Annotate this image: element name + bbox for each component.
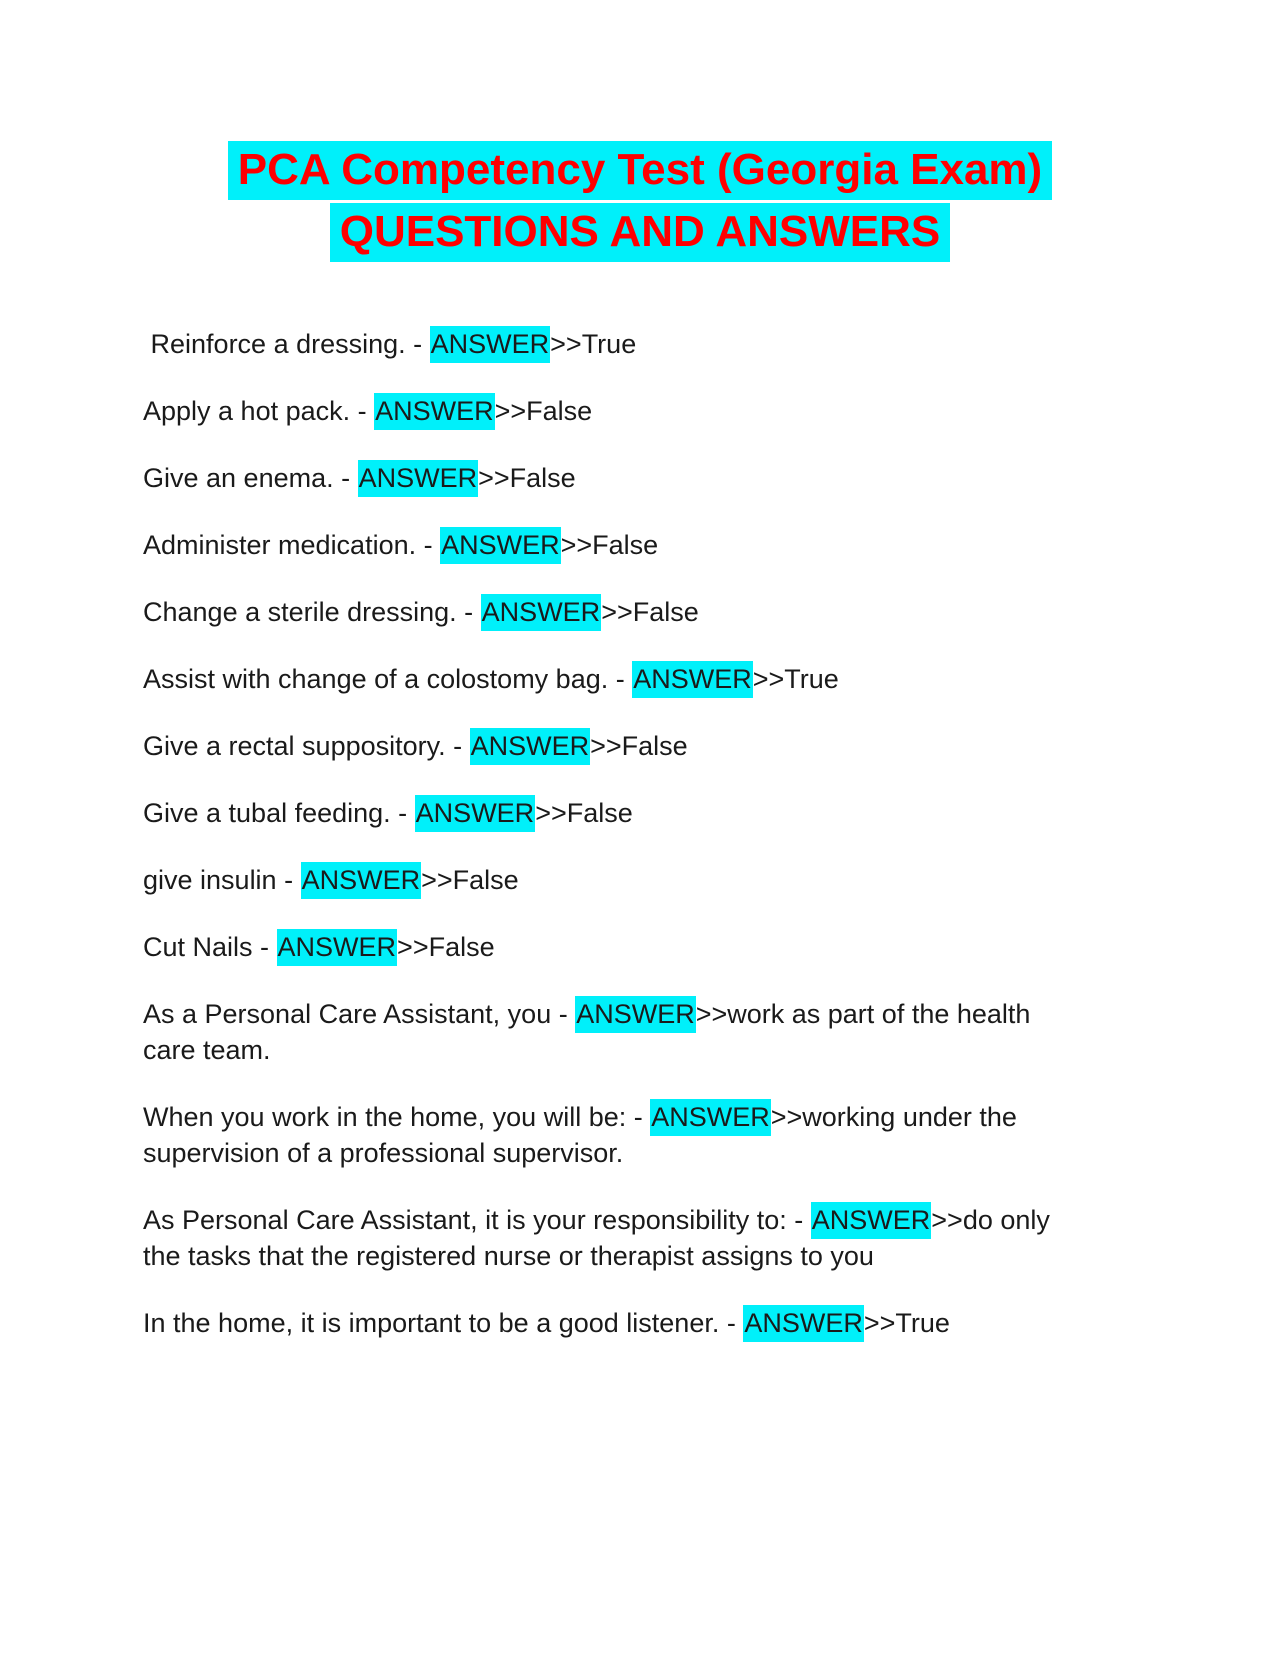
qa-item-6	[143, 661, 1083, 697]
answer-text: >>working under the supervision of a professional supervisor.	[143, 1102, 1025, 1168]
question-text: When you work in the home, you will be: -	[143, 1102, 651, 1132]
title-row-1	[0, 141, 1280, 200]
answer-highlight: ANSWER	[440, 527, 561, 564]
answer-highlight: ANSWER	[301, 862, 422, 899]
title-line-1: PCA Competency Test (Georgia Exam)	[228, 141, 1052, 200]
qa-item-7	[143, 728, 1083, 764]
question-text: Apply a hot pack. -	[143, 396, 375, 426]
question-text: Give a tubal feeding. -	[143, 798, 415, 828]
page-title	[0, 141, 1280, 262]
answer-text: >>True	[550, 329, 637, 359]
question-text: Reinforce a dressing. -	[143, 329, 430, 359]
answer-highlight: ANSWER	[481, 594, 602, 631]
answer-text: >>False	[560, 530, 659, 560]
qa-item-3	[143, 460, 1083, 496]
question-text: Give an enema. -	[143, 463, 358, 493]
answer-text: >>False	[478, 463, 576, 493]
answer-highlight: ANSWER	[415, 795, 536, 832]
answer-highlight: ANSWER	[575, 996, 696, 1033]
answer-highlight: ANSWER	[743, 1305, 864, 1342]
answer-highlight: ANSWER	[277, 929, 398, 966]
qa-item-1	[143, 326, 1083, 362]
answer-highlight: ANSWER	[430, 326, 551, 363]
answer-highlight: ANSWER	[632, 661, 753, 698]
qa-item-10	[143, 929, 1083, 965]
question-text: Administer medication. -	[143, 530, 441, 560]
answer-text: >>False	[601, 597, 699, 627]
answer-text: >>False	[535, 798, 633, 828]
answer-text: >>True	[863, 1308, 950, 1338]
question-text: As Personal Care Assistant, it is your responsibility to: -	[143, 1205, 811, 1235]
question-text: Give a rectal suppository. -	[143, 731, 470, 761]
qa-item-9	[143, 862, 1083, 898]
qa-item-11	[143, 996, 1083, 1068]
answer-text: >>do only the tasks that the registered nurse or therapist assigns to you	[143, 1205, 1058, 1271]
answer-highlight: ANSWER	[811, 1202, 932, 1239]
qa-item-14	[143, 1305, 1083, 1341]
answer-highlight: ANSWER	[470, 728, 591, 765]
question-text: Cut Nails -	[143, 932, 277, 962]
qa-item-13	[143, 1202, 1083, 1274]
answer-text: >>False	[421, 865, 519, 895]
title-line-2: QUESTIONS AND ANSWERS	[330, 203, 951, 262]
answer-text: >>False	[590, 731, 688, 761]
answer-text: >>True	[752, 664, 839, 694]
answer-text: >>work as part of the health care team.	[143, 999, 1038, 1065]
qa-list	[143, 326, 1083, 1341]
title-row-2	[0, 203, 1280, 262]
qa-item-12	[143, 1099, 1083, 1171]
answer-highlight: ANSWER	[650, 1099, 771, 1136]
question-text: As a Personal Care Assistant, you -	[143, 999, 576, 1029]
answer-highlight: ANSWER	[374, 393, 495, 430]
qa-item-4	[143, 527, 1083, 563]
question-text: In the home, it is important to be a good listener. -	[143, 1308, 744, 1338]
answer-text: >>False	[397, 932, 495, 962]
question-text: give insulin -	[143, 865, 301, 895]
question-text: Assist with change of a colostomy bag. -	[143, 664, 633, 694]
qa-item-8	[143, 795, 1083, 831]
answer-highlight: ANSWER	[358, 460, 479, 497]
question-text: Change a sterile dressing. -	[143, 597, 481, 627]
qa-item-5	[143, 594, 1083, 630]
answer-text: >>False	[494, 396, 593, 426]
qa-item-2	[143, 393, 1083, 429]
